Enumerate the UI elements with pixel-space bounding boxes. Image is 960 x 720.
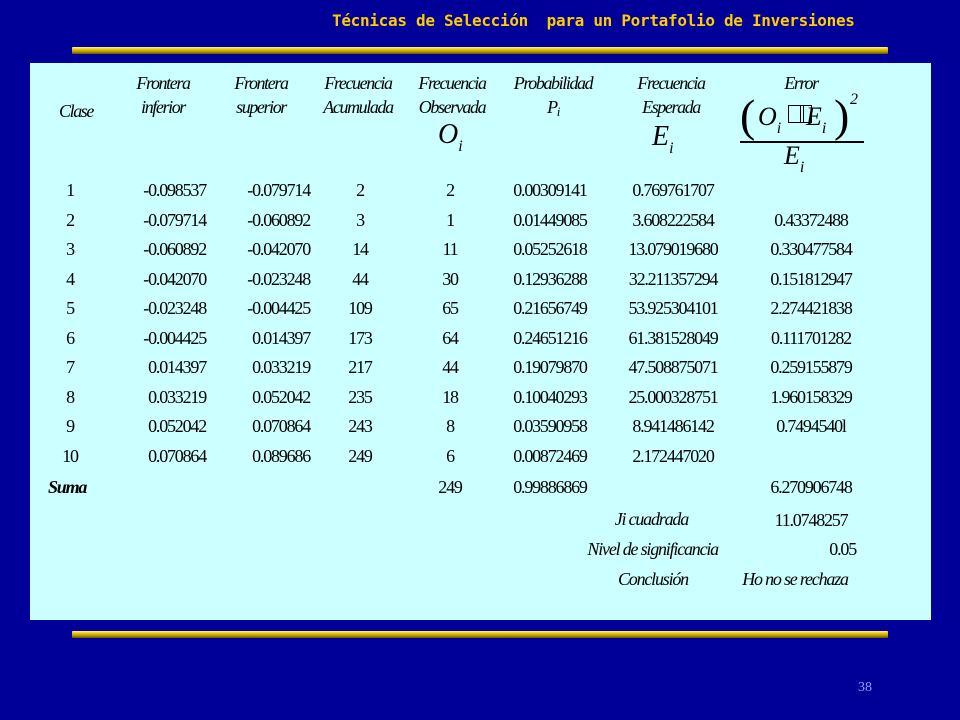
table-cell-acum: 44 [352,268,368,289]
table-cell-err: 0.330477584 [770,239,852,259]
table-cell-prob: 0.05252618 [513,239,587,259]
bottom-divider [72,631,888,638]
table-cell-clase: 2 [66,209,74,230]
table-cell-obs: 11 [442,239,458,259]
table-cell-acum: 243 [348,416,372,436]
table-cell-obs: 18 [442,386,458,407]
table-cell-inf: -0.023248 [143,298,206,318]
table-cell-clase: 7 [66,357,74,377]
table-cell-clase: 6 [66,327,74,348]
table-panel [30,63,931,620]
table-cell-inf: 0.070864 [148,445,206,466]
table-cell-sup: -0.079714 [247,180,310,200]
header-frecuencia-observada-line2: Observada [418,97,486,117]
table-cell-err: 0.7494540l [776,416,846,436]
table-cell-esp: 2.172447020 [632,445,714,466]
table-cell-acum: 173 [348,327,372,348]
table-cell-clase: 1 [66,180,74,200]
formula-E-i-top: $E_i$ [806,102,827,137]
header-frontera-superior-line1: Frontera [234,73,288,93]
table-cell-acum: 2 [356,180,364,200]
formula-E-i-bottom: $E_i$ [784,141,805,176]
table-cell-obs: 65 [442,298,458,318]
table-cell-inf: 0.014397 [148,357,206,377]
table-cell-sup: 0.070864 [252,416,310,436]
table-cell-esp: 0.769761707 [632,180,714,200]
table-cell-prob: 0.10040293 [513,386,587,407]
header-frontera-superior-line2: superior [236,97,286,117]
page-number: 38 [858,680,872,695]
table-cell-esp: 3.608222584 [632,209,714,230]
table-cell-obs: 1 [446,209,454,230]
header-clase: Clase [58,101,93,121]
table-cell-sup: -0.004425 [247,298,310,318]
slide-title: Técnicas de Selección para un Portafolio de Inversiones [332,11,855,30]
table-cell-prob: 0.12936288 [513,268,587,289]
table-cell-prob: 0.19079870 [513,357,587,377]
conclusion-value: Ho no se rechaza [742,569,848,589]
table-cell-acum: 249 [348,445,372,466]
nivel-significancia-value: 0.05 [829,539,856,559]
top-divider [72,47,888,54]
header-frecuencia-esperada-line1: Frecuencia [637,73,705,93]
table-cell-esp: 25.000328751 [628,386,718,407]
table-cell-sup: 0.014397 [252,327,310,348]
suma-probabilidad: 0.99886869 [513,477,587,497]
table-cell-clase: 4 [66,268,74,289]
table-cell-esp: 61.381528049 [628,327,718,348]
table-cell-clase: 8 [66,386,74,407]
symbol-O-i: $O_i$ [438,119,463,155]
table-cell-inf: 0.033219 [148,386,206,407]
table-cell-esp: 47.508875071 [628,357,718,377]
table-cell-inf: -0.004425 [143,327,206,348]
table-cell-obs: 64 [442,327,458,348]
table-cell-sup: 0.089686 [252,445,310,466]
table-cell-sup: 0.033219 [252,357,310,377]
table-cell-clase: 5 [66,298,74,318]
table-cell-obs: 8 [446,416,454,436]
conclusion-label: Conclusión [617,569,688,589]
table-cell-acum: 217 [348,357,372,377]
suma-error: 6.270906748 [770,477,852,497]
table-cell-err: 1.960158329 [770,386,852,407]
ji-cuadrada-value: 11.0748257 [774,510,848,530]
header-frecuencia-acumulada-line2: Acumulada [323,97,393,117]
suma-label: Suma [48,477,87,497]
table-cell-obs: 44 [442,357,458,377]
symbol-E-i: $E_i$ [652,121,674,157]
header-error: Error [784,73,818,93]
table-cell-esp: 8.941486142 [632,416,714,436]
table-cell-prob: 0.01449085 [513,209,587,230]
table-cell-obs: 6 [446,445,454,466]
ji-cuadrada-label: Ji cuadrada [614,509,688,529]
table-cell-inf: -0.042070 [143,268,206,289]
table-cell-obs: 2 [446,180,454,200]
table-cell-acum: 109 [348,298,372,318]
nivel-significancia-label: Nivel de significancia [587,539,718,559]
suma-observada: 249 [438,477,462,497]
table-cell-esp: 32.211357294 [628,268,718,289]
table-cell-prob: 0.00309141 [513,180,587,200]
header-probabilidad-line2: Pi [547,97,559,119]
header-frecuencia-observada-line1: Frecuencia [418,73,486,93]
table-cell-obs: 30 [442,268,458,289]
table-cell-inf: -0.079714 [143,209,206,230]
table-cell-esp: 53.925304101 [628,298,718,318]
error-formula [740,90,870,176]
table-cell-err: 0.111701282 [771,327,851,348]
table-cell-acum: 235 [348,386,372,407]
table-cell-inf: 0.052042 [148,416,206,436]
table-cell-err: 0.151812947 [770,268,852,289]
table-cell-prob: 0.00872469 [513,445,587,466]
table-cell-sup: 0.052042 [252,386,310,407]
table-cell-esp: 13.079019680 [628,239,718,259]
formula-right-paren: ) [834,90,850,141]
header-frecuencia-acumulada-line1: Frecuencia [324,73,392,93]
header-frontera-inferior-line1: Frontera [136,73,190,93]
table-cell-prob: 0.24651216 [513,327,587,348]
header-frontera-inferior-line2: inferior [141,97,185,117]
table-cell-sup: -0.060892 [247,209,310,230]
table-cell-sup: -0.023248 [247,268,310,289]
table-cell-prob: 0.03590958 [513,416,587,436]
formula-left-paren: ( [740,90,756,141]
table-cell-acum: 3 [356,209,364,230]
formula-square: 2 [850,91,858,108]
table-cell-clase: 10 [62,445,78,466]
table-cell-prob: 0.21656749 [513,298,587,318]
formula-O-i: $O_i$ [758,102,782,137]
table-cell-sup: -0.042070 [247,239,310,259]
table-cell-err: 0.43372488 [774,209,848,230]
header-probabilidad-line1: Probabilidad [513,73,593,93]
table-cell-acum: 14 [352,239,368,259]
table-cell-clase: 3 [66,239,74,259]
header-frecuencia-esperada-line2: Esperada [642,97,700,117]
table-cell-clase: 9 [66,416,74,436]
table-cell-err: 0.259155879 [770,357,852,377]
table-cell-inf: -0.060892 [143,239,206,259]
table-cell-inf: -0.098537 [143,180,206,200]
table-cell-err: 2.274421838 [770,298,852,318]
